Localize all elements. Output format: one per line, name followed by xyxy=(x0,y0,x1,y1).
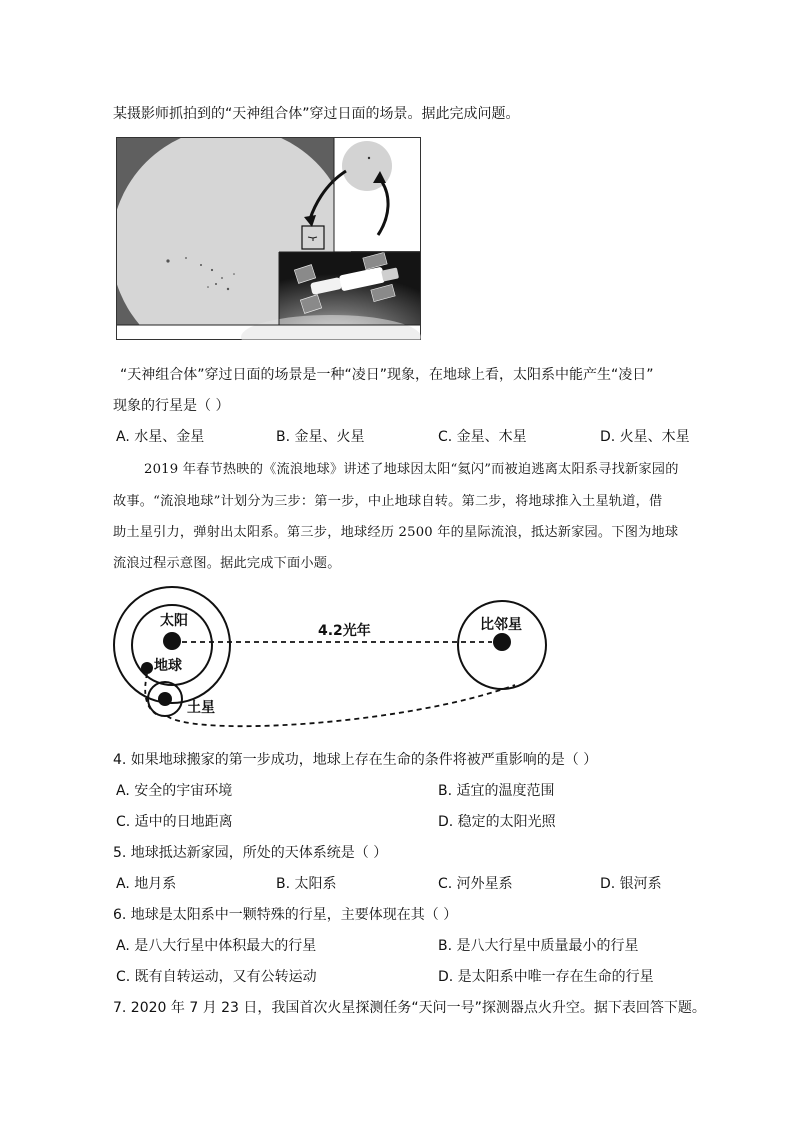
q-lingri-option-a[interactable]: A. 水星、金星 xyxy=(116,429,205,445)
q4-option-c[interactable]: C. 适中的日地距离 xyxy=(116,814,233,830)
q4-option-d[interactable]: D. 稳定的太阳光照 xyxy=(438,814,556,830)
q-lingri-option-b[interactable]: B. 金星、火星 xyxy=(276,429,365,445)
wandering-earth-diagram xyxy=(105,585,555,735)
q-lingri-option-d[interactable]: D. 火星、木星 xyxy=(600,429,690,445)
passage-line2: 故事。“流浪地球”计划分为三步：第一步，中止地球自转。第二步，将地球推入土星轨道，借 xyxy=(113,494,663,509)
q6-stem: 6. 地球是太阳系中一颗特殊的行星，主要体现在其（ ） xyxy=(113,907,458,923)
q-lingri-stem-line1: “天神组合体”穿过日面的场景是一种“凌日”现象，在地球上看，太阳系中能产生“凌日” xyxy=(120,367,654,383)
q6-option-b[interactable]: B. 是八大行星中质量最小的行星 xyxy=(438,938,639,954)
q4-option-a[interactable]: A. 安全的宇宙环境 xyxy=(116,783,233,799)
saturn-label: 土星 xyxy=(187,700,215,716)
q4-stem: 4. 如果地球搬家的第一步成功，地球上存在生命的条件将被严重影响的是（ ） xyxy=(113,752,598,768)
q5-option-d[interactable]: D. 银河系 xyxy=(600,876,662,892)
q5-option-a[interactable]: A. 地月系 xyxy=(116,876,177,892)
q6-option-d[interactable]: D. 是太阳系中唯一存在生命的行星 xyxy=(438,969,654,985)
proxima-label: 比邻星 xyxy=(480,617,522,633)
sun-dot xyxy=(163,632,181,650)
saturn-dot xyxy=(158,692,172,706)
q5-option-b[interactable]: B. 太阳系 xyxy=(276,876,337,892)
passage-line1: 2019 年春节热映的《流浪地球》讲述了地球因太阳“氦闪”而被迫逃离太阳系寻找新家园的 xyxy=(144,462,679,477)
q7-stem: 7. 2020 年 7 月 23 日，我国首次火星探测任务“天问一号”探测器点火升空。据下表回答下题。 xyxy=(113,1000,706,1016)
q6-option-a[interactable]: A. 是八大行星中体积最大的行星 xyxy=(116,938,317,954)
transit-photo xyxy=(116,137,421,340)
saturn-to-proxima-path xyxy=(167,685,515,726)
q6-option-c[interactable]: C. 既有自转运动，又有公转运动 xyxy=(116,969,317,985)
q4-option-b[interactable]: B. 适宜的温度范围 xyxy=(438,783,555,799)
q5-option-c[interactable]: C. 河外星系 xyxy=(438,876,513,892)
earth-dot xyxy=(141,662,153,674)
sun-label: 太阳 xyxy=(160,613,188,629)
passage-line3: 助土星引力，弹射出太阳系。第三步，地球经历 2500 年的星际流浪，抵达新家园。下图为地球 xyxy=(113,525,679,540)
passage-line4: 流浪过程示意图。据此完成下面小题。 xyxy=(113,556,341,571)
proxima-dot xyxy=(493,633,511,651)
q5-stem: 5. 地球抵达新家园，所处的天体系统是（ ） xyxy=(113,845,388,861)
distance-label: 4.2光年 xyxy=(318,623,371,639)
q-lingri-option-c[interactable]: C. 金星、木星 xyxy=(438,429,527,445)
q-lingri-stem-line2: 现象的行星是（ ） xyxy=(113,398,230,414)
intro-text: 某摄影师抓拍到的“天神组合体”穿过日面的场景。据此完成问题。 xyxy=(113,106,520,122)
earth-label: 地球 xyxy=(154,658,182,674)
